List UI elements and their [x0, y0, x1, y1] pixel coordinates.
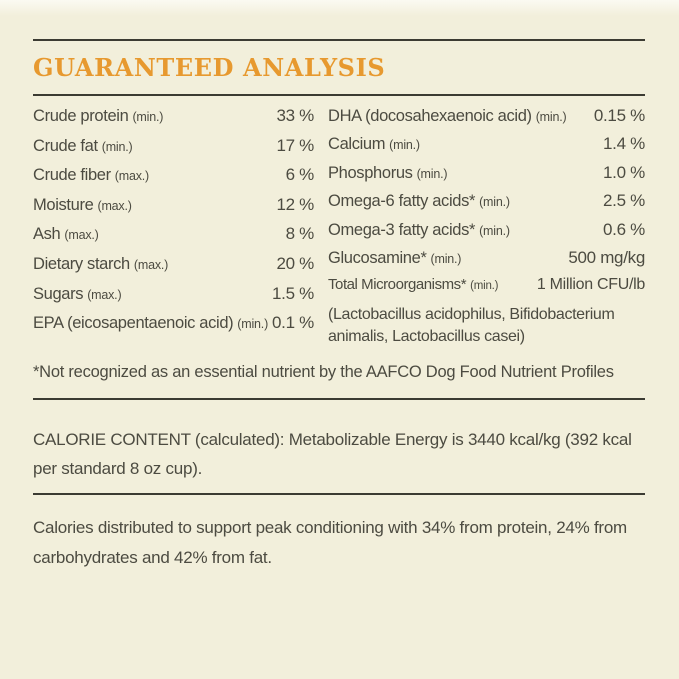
nutrient-label	[33, 255, 168, 274]
nutrient-name: Dietary starch	[33, 254, 130, 273]
nutrient-row	[33, 106, 314, 136]
nutrient-row	[328, 163, 645, 191]
nutrient-name: Crude protein	[33, 107, 129, 125]
nutrient-value: 1 Million CFU/lb	[536, 276, 645, 294]
nutrient-qualifier: (max.)	[87, 287, 122, 302]
nutrient-value: 12 %	[276, 194, 314, 214]
nutrient-row	[33, 313, 314, 343]
calorie-content-text: CALORIE CONTENT (calculated): Metabolizable Energy is 3440 kcal/kg (392 kcal per standard 8 oz cup).	[33, 429, 632, 478]
nutrient-qualifier: (max.)	[133, 257, 169, 272]
nutrient-label	[328, 135, 420, 154]
nutrient-name: Phosphorus	[328, 163, 413, 182]
nutrient-row	[33, 284, 314, 314]
nutrient-value: 33 %	[276, 106, 314, 125]
footnote-divider	[33, 398, 645, 400]
nutrient-value: 0.15 %	[593, 106, 645, 125]
nutrient-label	[33, 166, 149, 185]
nutrient-row	[33, 195, 314, 225]
nutrient-qualifier: (max.)	[114, 169, 149, 184]
nutrient-label	[33, 314, 268, 333]
nutrient-qualifier: (min.)	[479, 223, 510, 238]
nutrient-qualifier: (min.)	[470, 280, 499, 293]
nutrient-label	[33, 137, 132, 156]
nutrient-label	[33, 225, 99, 244]
nutrient-value: 17 %	[276, 135, 314, 155]
nutrient-name: Crude fat	[33, 136, 98, 155]
nutrient-label	[328, 192, 510, 211]
nutrient-row	[33, 224, 314, 254]
nutrient-value: 1.5 %	[272, 283, 314, 303]
calorie-distribution-text: Calories distributed to support peak conditioning with 34% from protein, 24% from carbohydrates and 42% from fat.	[33, 517, 627, 567]
nutrient-label	[328, 276, 498, 293]
nutrient-name: Sugars	[33, 284, 84, 303]
nutrient-name: EPA (eicosapentaenoic acid)	[33, 314, 234, 333]
nutrient-value: 500 mg/kg	[568, 247, 645, 267]
nutrient-value: 1.4 %	[603, 134, 645, 154]
nutrient-qualifier: (max.)	[64, 228, 99, 243]
nutrient-value: 0.1 %	[272, 313, 314, 333]
nutrient-row	[328, 220, 645, 248]
nutrient-name: DHA (docosahexaenoic acid)	[328, 107, 532, 125]
nutrient-qualifier: (min.)	[237, 317, 269, 332]
nutrient-label	[328, 107, 566, 126]
nutrient-qualifier: (min.)	[416, 166, 448, 181]
nutrient-value: 0.6 %	[603, 219, 645, 239]
nutrient-qualifier: (min.)	[535, 110, 567, 124]
top-divider	[33, 39, 645, 41]
nutrient-table-right-rows	[328, 106, 645, 303]
nutrient-qualifier: (min.)	[101, 139, 133, 154]
nutrient-row	[33, 165, 314, 195]
nutrient-qualifier: (min.)	[430, 251, 462, 266]
nutrient-label	[33, 285, 121, 304]
heading-divider	[33, 94, 645, 96]
nutrient-name: Calcium	[328, 135, 386, 154]
nutrient-table-left-column	[33, 106, 314, 348]
nutrient-label	[328, 249, 461, 268]
nutrient-table-right-column	[328, 106, 645, 348]
nutrient-qualifier: (min.)	[132, 110, 164, 124]
calorie-divider	[33, 493, 645, 495]
nutrient-label	[33, 196, 132, 215]
nutrient-row	[328, 191, 645, 219]
panel-content	[0, 39, 679, 573]
nutrient-value: 1.0 %	[603, 162, 645, 182]
nutrient-value: 8 %	[285, 224, 314, 244]
nutrient-name: Omega-3 fatty acids*	[328, 220, 476, 239]
nutrient-label	[33, 107, 163, 126]
nutrient-row	[33, 254, 314, 284]
nutrient-label	[328, 221, 510, 240]
nutrient-value: 6 %	[285, 165, 314, 185]
nutrient-row	[33, 136, 314, 166]
microorganisms-species-note: (Lactobacillus acidophilus, Bifidobacterium animalis, Lactobacillus casei)	[328, 305, 615, 345]
panel-title: GUARANTEED ANALYSIS	[33, 53, 386, 82]
nutrient-row	[328, 134, 645, 162]
nutrient-row	[328, 106, 645, 134]
nutrient-value: 20 %	[276, 253, 314, 273]
nutrient-qualifier: (min.)	[389, 138, 420, 153]
nutrient-name: Total Microorganisms*	[328, 276, 467, 294]
nutrient-qualifier: (min.)	[479, 195, 510, 210]
aafco-footnote: *Not recognized as an essential nutrient by the AAFCO Dog Food Nutrient Profiles	[33, 362, 614, 381]
nutrient-name: Glucosamine*	[328, 248, 427, 267]
nutrient-name: Omega-6 fatty acids*	[328, 192, 476, 211]
nutrient-table	[33, 106, 645, 348]
nutrient-row	[328, 276, 645, 303]
nutrient-row	[328, 248, 645, 276]
nutrient-name: Moisture	[33, 195, 94, 214]
nutrient-label	[328, 164, 447, 183]
nutrient-name: Ash	[33, 225, 61, 244]
nutrient-value: 2.5 %	[603, 191, 645, 211]
nutrient-qualifier: (max.)	[97, 198, 132, 213]
nutrient-name: Crude fiber	[33, 166, 111, 185]
